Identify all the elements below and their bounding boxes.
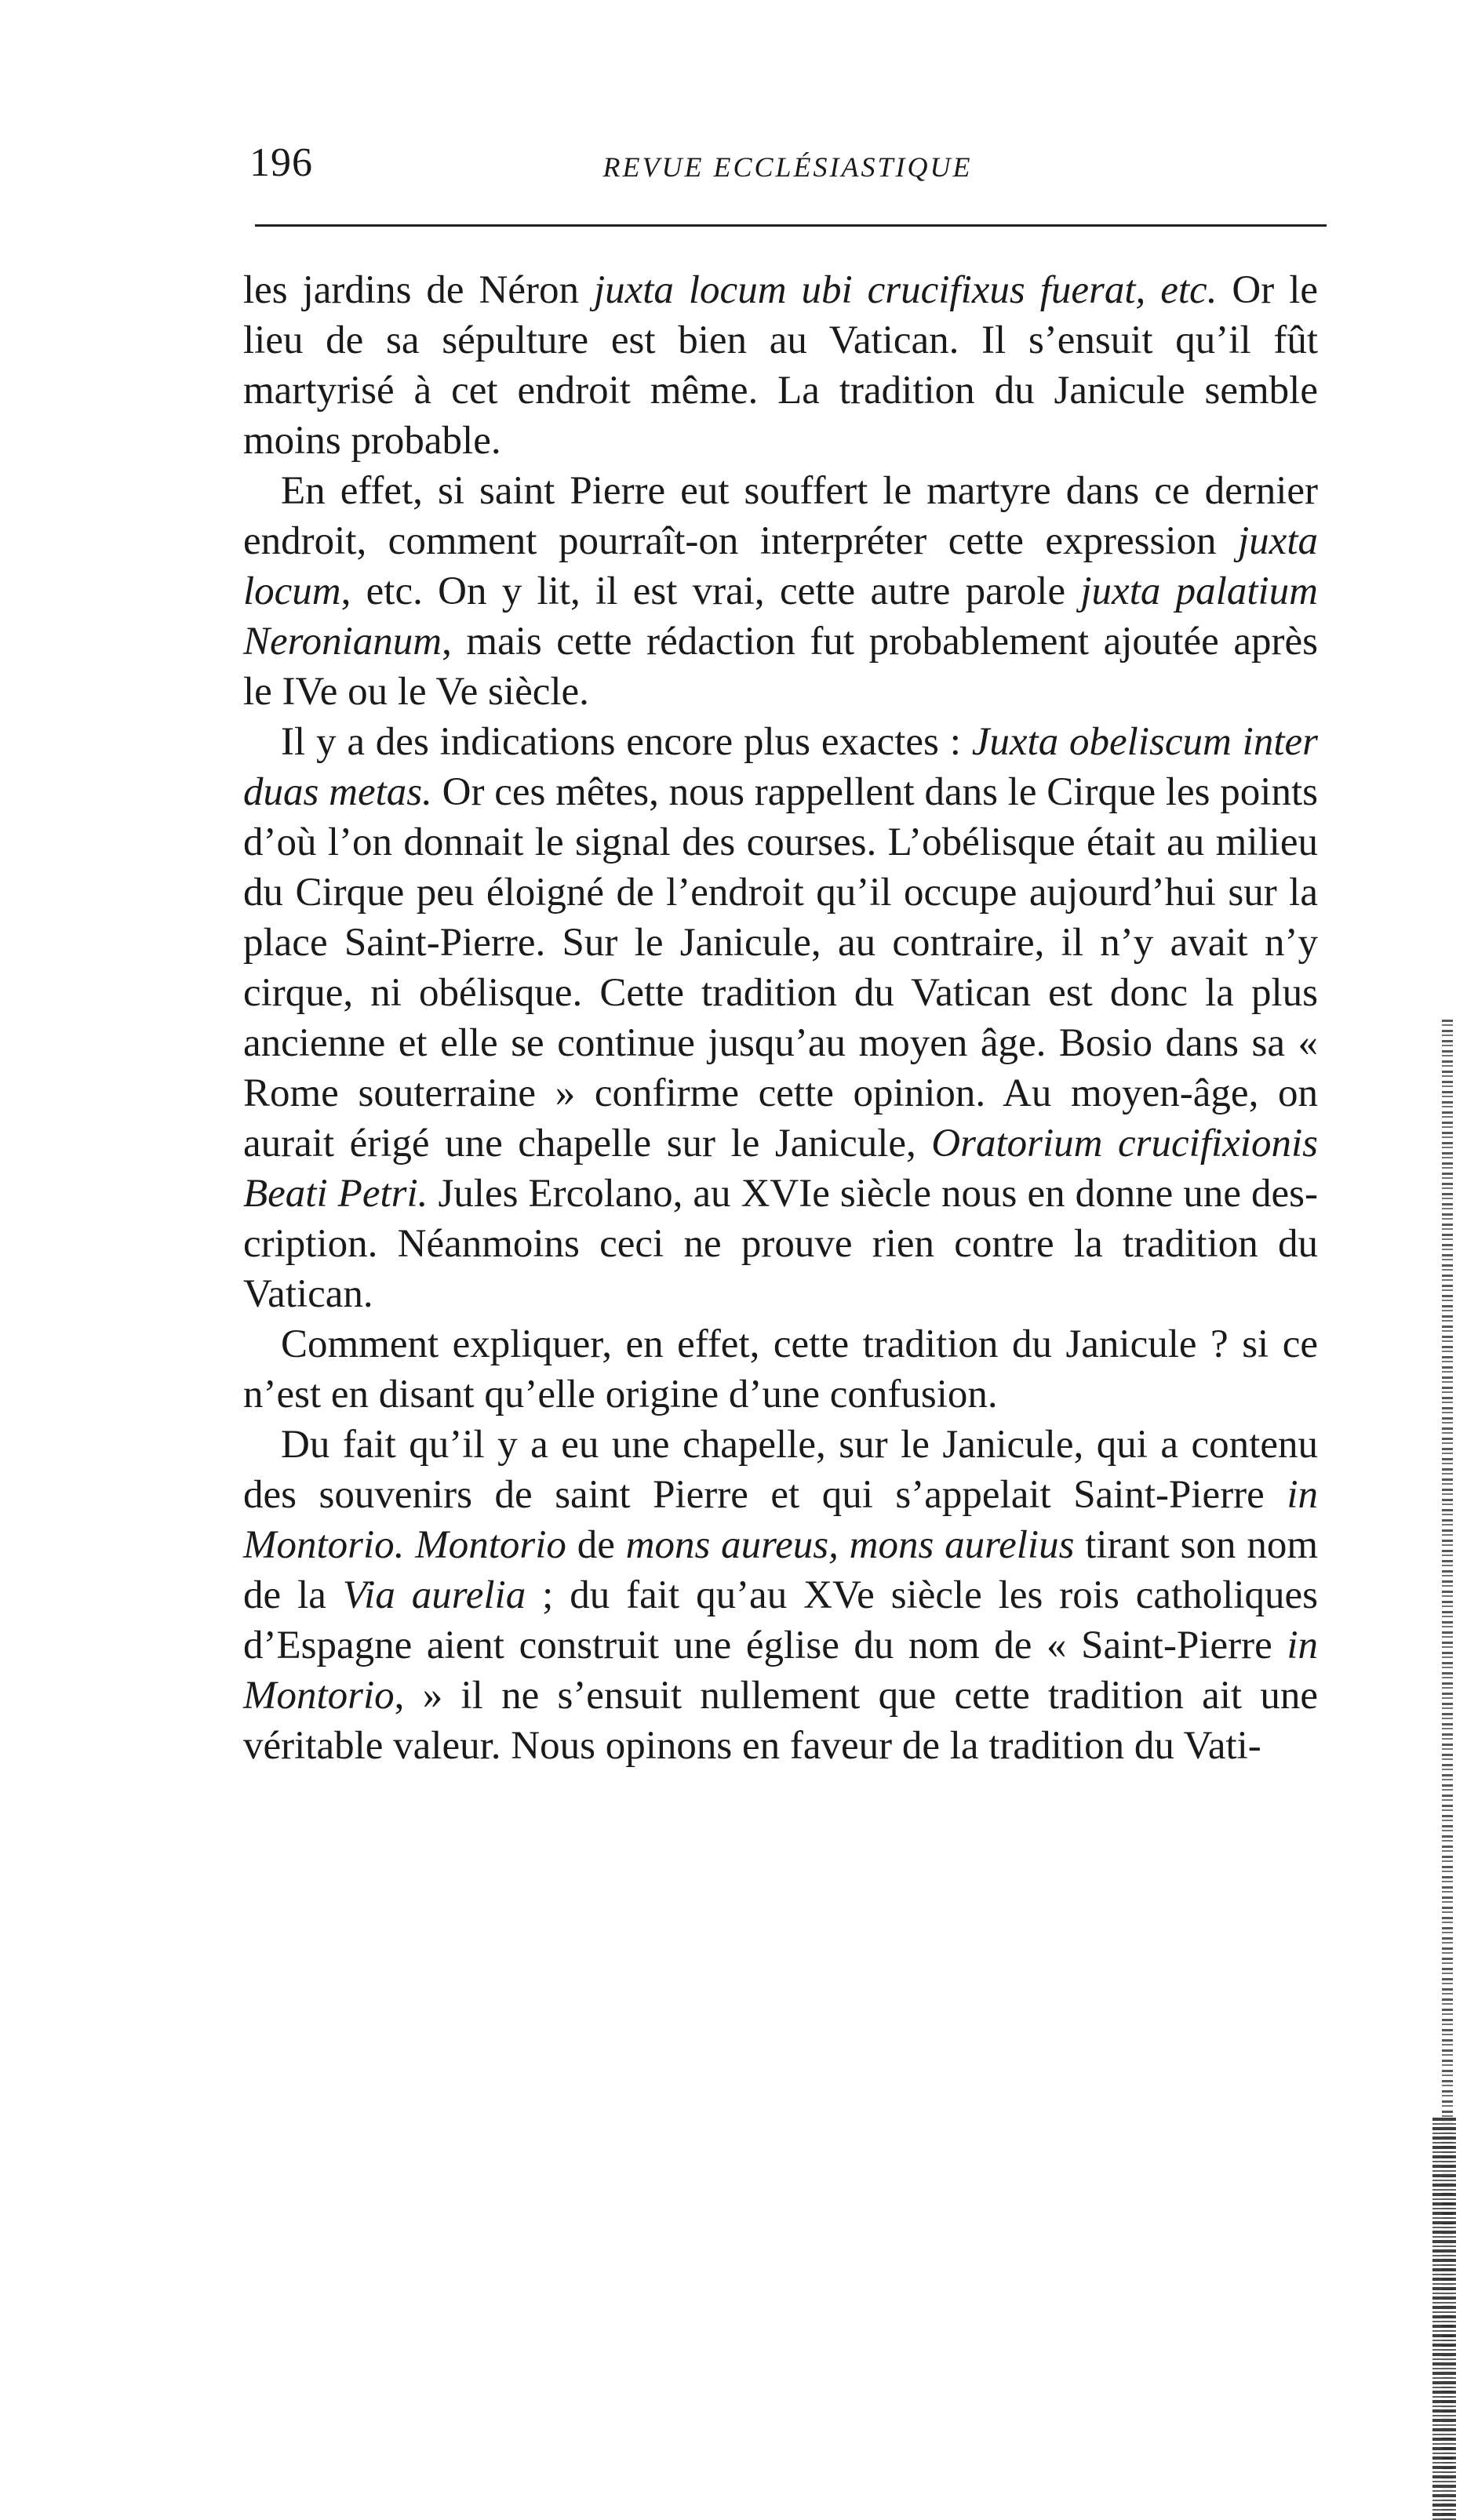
italic-text-run: in Montorio. Montorio	[243, 1473, 1318, 1567]
text-run: , etc. On y lit, il est vrai, cette autre parole	[340, 569, 1081, 613]
text-run: ; du fait qu’au XVe siècle les rois catholiques d’Espagne aient construit une église du nom de « Saint-Pierre	[243, 1573, 1319, 1667]
text-run: de	[566, 1523, 626, 1567]
header-rule	[255, 224, 1327, 227]
italic-text-run: juxta locum	[243, 519, 1318, 613]
text-run: Du fait qu’il y a eu une chapelle, sur le Janicule, qui a contenu des souvenirs de saint Pierre et qui s’appelait Saint-Pierre	[243, 1423, 1318, 1517]
journal-title: REVUE ECCLÉSIASTIQUE	[602, 151, 973, 183]
italic-text-run: juxta locum ubi crucifixus fuerat, etc.	[593, 268, 1218, 312]
text-run: Or le lieu de sa sépulture est bien au Vatican. Il s’ensuit qu’il fût martyrisé à cet endroit même. La tradition du Janicule semble moins probable.	[243, 268, 1319, 463]
page-number: 196	[249, 140, 313, 185]
text-run: Jules Ercolano, au XVIe siècle nous en donne une description. Néanmoins ceci ne prouve rien contre la tradition du Vatican.	[243, 1172, 1318, 1316]
text-run: tirant son nom de la	[243, 1523, 1318, 1617]
italic-text-run: mons aureus, mons aurelius	[625, 1523, 1075, 1567]
text-run: , » il ne s’ensuit nullement que cette tradition ait une véritable valeur. Nous opinons en faveur de la tradition du Vati-	[243, 1674, 1318, 1768]
text-run: Il y a des indications encore plus exactes :	[281, 720, 972, 764]
page-edge-scan-artifact-bottom	[1432, 2118, 1456, 2520]
paragraph	[243, 1420, 1318, 1771]
text-run: les jardins de Néron	[243, 268, 594, 312]
paragraph	[243, 265, 1318, 466]
paragraph	[243, 466, 1318, 717]
italic-text-run: in Montorio	[243, 1624, 1318, 1718]
paragraph	[243, 1319, 1318, 1420]
italic-text-run: Juxta obeliscum inter duas metas.	[243, 720, 1318, 814]
body-text	[243, 265, 1318, 1771]
text-run: Or ces mêtes, nous rappellent dans le Cirque les points d’où l’on donnait le signal des courses. L’obélisque était au milieu du Cirque peu éloigné de l’endroit qu’il occupe aujourd’hui sur la place Saint-Pierre. Sur le Janicule, au contraire, il n’y avait n’y cirque, ni obélisque. Cette tradition du Vatican est donc la plus ancienne et elle se continue jusqu’au moyen âge. Bosio dans sa « Rome souterraine » confirme cette opinion. Au moyen-âge, on aurait érigé une chapelle sur le Janicule,	[243, 770, 1318, 1165]
italic-text-run: Oratorium crucifixionis Beati Petri.	[243, 1122, 1318, 1216]
text-run: En effet, si saint Pierre eut souffert le martyre dans ce dernier endroit, comment pourraît-on interpréter cette expression	[243, 469, 1318, 563]
italic-text-run: juxta palatium Neronianum	[243, 569, 1318, 664]
text-run: Comment expliquer, en effet, cette tradition du Janicule ? si ce n’est en disant qu’elle origine d’une confusion.	[243, 1322, 1318, 1416]
text-run: , mais cette rédaction fut probablement ajoutée après le IVe ou le Ve siècle.	[243, 620, 1318, 714]
italic-text-run: Via aurelia	[342, 1573, 526, 1617]
running-head	[249, 140, 1326, 195]
paragraph	[243, 717, 1318, 1319]
